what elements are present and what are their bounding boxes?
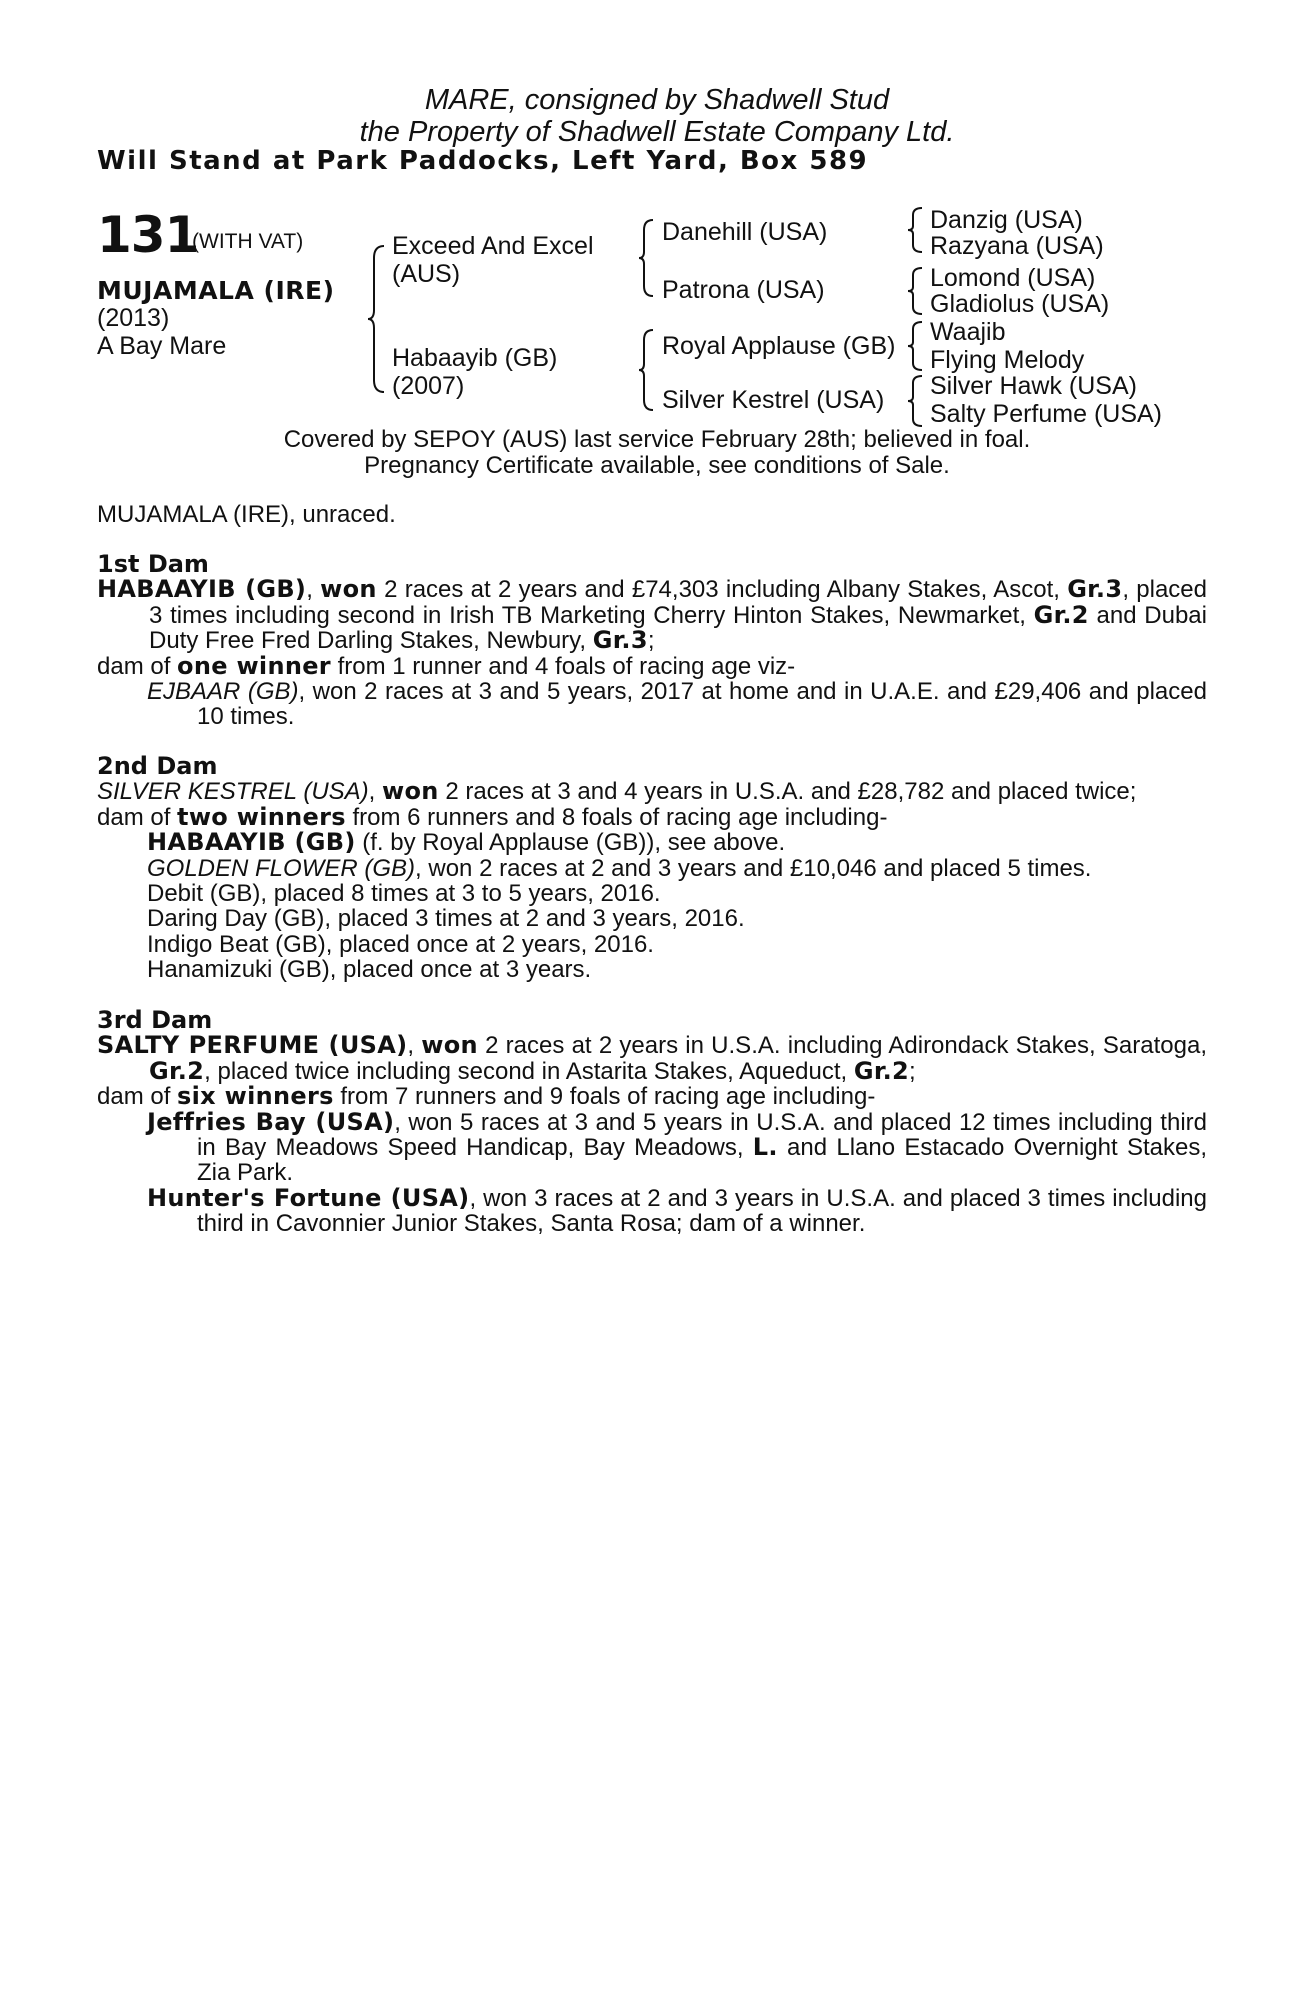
won-label: won xyxy=(320,575,377,604)
pedigree-brace-dd xyxy=(906,374,926,428)
pedigree-brace-main xyxy=(366,244,388,394)
second-dam-name: SILVER KESTREL (USA) xyxy=(97,778,369,806)
grade-label: L. xyxy=(752,1133,778,1162)
second-dam-heading: 2nd Dam xyxy=(97,752,218,780)
produce-name: Jeffries Bay (USA) xyxy=(147,1107,395,1136)
first-dam-name: HABAAYIB (GB) xyxy=(97,575,307,604)
dam-name: Habaayib (GB) xyxy=(392,344,558,372)
dam-dam-dam: Salty Perfume (USA) xyxy=(930,400,1163,428)
grade-label: Gr.3 xyxy=(1067,575,1123,604)
dam-dam-sire: Silver Hawk (USA) xyxy=(930,372,1137,400)
pregnancy-note: Pregnancy Certificate available, see conditions of Sale. xyxy=(364,452,950,479)
sire-dam: Patrona (USA) xyxy=(662,276,825,304)
first-dam-produce-summary xyxy=(97,651,1207,680)
produce-name: GOLDEN FLOWER (GB) xyxy=(147,854,416,882)
produce-record: , won 5 races at 3 and 5 years in U.S.A. and placed 12 times including third in Bay Meadows Speed Handicap, Bay Meadows, xyxy=(197,1108,1207,1162)
sire-sire: Danehill (USA) xyxy=(662,218,828,246)
won-label: won xyxy=(382,777,439,806)
produce-item xyxy=(97,856,1207,881)
record-text: , placed twice including second in Astarita Stakes, Aqueduct, xyxy=(204,1057,854,1085)
winners-count: six winners xyxy=(177,1082,334,1111)
produce-record: , won 2 races at 2 and 3 years and £10,046 and placed 5 times. xyxy=(415,854,1092,882)
property-line: the Property of Shadwell Estate Company Ltd. xyxy=(359,116,955,148)
produce-text: from 7 runners and 9 foals of racing age including- xyxy=(333,1083,876,1111)
sire-dam-dam: Gladiolus (USA) xyxy=(930,290,1110,318)
produce-record: and Llano Estacado Overnight Stakes, Zia Park. xyxy=(197,1134,1207,1187)
dam-dam: Silver Kestrel (USA) xyxy=(662,386,885,414)
foaling-year: (2013) xyxy=(97,304,170,332)
record-text: ; xyxy=(909,1057,916,1085)
pedigree-brace-sire xyxy=(637,218,657,298)
record-text: 2 races at 3 and 4 years in U.S.A. and £28,782 and placed twice; xyxy=(438,778,1137,806)
horse-description: A Bay Mare xyxy=(97,332,227,360)
grade-label: Gr.2 xyxy=(149,1056,205,1085)
racing-summary: MUJAMALA (IRE), unraced. xyxy=(97,501,396,528)
produce-record: (f. by Royal Applause (GB)), see above. xyxy=(355,829,786,857)
dam-sire: Royal Applause (GB) xyxy=(662,332,896,360)
produce-item: Hanamizuki (GB), placed once at 3 years. xyxy=(147,956,592,984)
sire-country: (AUS) xyxy=(392,260,461,288)
dam-sire-dam: Flying Melody xyxy=(930,346,1085,374)
vat-note: (WITH VAT) xyxy=(192,230,304,253)
pedigree-brace-ss xyxy=(906,206,926,254)
stand-location: Will Stand at Park Paddocks, Left Yard, Box 589 xyxy=(97,146,869,176)
produce-record: , won 2 races at 3 and 5 years, 2017 at home and in U.A.E. and £29,406 and placed 10 times. xyxy=(197,678,1207,731)
sire-dam-sire: Lomond (USA) xyxy=(930,264,1096,292)
first-dam-record: HABAAYIB (GB), won 2 races at 2 years and £74,303 including Albany Stakes, Ascot, Gr.3, placed 3 times including second in Irish TB Marketing Cherry Hinton Stakes, Newmarket, Gr.2 and Dubai Duty Free Fred Darling Stakes, Newbury, Gr.3; xyxy=(97,575,1207,655)
produce-item xyxy=(97,830,1207,855)
grade-label: Gr.2 xyxy=(853,1056,910,1085)
second-dam-section xyxy=(97,754,1207,983)
pedigree-brace-sd xyxy=(906,266,926,316)
sire-sire-sire: Danzig (USA) xyxy=(930,206,1083,234)
produce-record: , won 3 races at 2 and 3 years in U.S.A. and placed 3 times including third in Cavonnier Junior Stakes, Santa Rosa; dam of a winner. xyxy=(197,1184,1207,1238)
produce-text: dam of xyxy=(97,803,178,831)
produce-item: Indigo Beat (GB), placed once at 2 years, 2016. xyxy=(147,930,654,958)
record-text: and Dubai Duty Free Fred Darling Stakes, Newbury, xyxy=(149,601,1207,655)
third-dam-produce-summary xyxy=(97,1084,1207,1109)
third-dam-record: SALTY PERFUME (USA), won 2 races at 2 years in U.S.A. including Adirondack Stakes, Saratoga, Gr.2, placed twice including second in Astarita Stakes, Aqueduct, Gr.2; xyxy=(97,1031,1207,1085)
produce-item: Daring Day (GB), placed 3 times at 2 and 3 years, 2016. xyxy=(147,905,745,933)
record-text: , placed 3 times including second in Irish TB Marketing Cherry Hinton Stakes, Newmarket, xyxy=(149,576,1207,629)
produce-text: from 6 runners and 8 foals of racing age including- xyxy=(345,803,888,831)
grade-label: Gr.2 xyxy=(1033,600,1089,629)
sire-name: Exceed And Excel xyxy=(392,232,594,260)
produce-item xyxy=(97,1107,1207,1187)
consignor-line: MARE, consigned by Shadwell Stud xyxy=(424,84,890,116)
grade-label: Gr.3 xyxy=(592,626,648,655)
produce-name: EJBAAR (GB) xyxy=(147,678,299,706)
winners-count: one winner xyxy=(177,651,331,680)
produce-name: HABAAYIB (GB) xyxy=(147,828,356,857)
produce-text: from 1 runner and 4 foals of racing age viz- xyxy=(330,652,796,680)
dam-year: (2007) xyxy=(392,372,465,400)
record-text: 2 races at 2 years in U.S.A. including Adirondack Stakes, Saratoga, xyxy=(477,1032,1207,1060)
sire-sire-dam: Razyana (USA) xyxy=(930,232,1104,260)
first-dam-heading: 1st Dam xyxy=(97,550,209,578)
produce-item xyxy=(97,1183,1207,1238)
record-text: ; xyxy=(647,627,655,655)
dam-sire-sire: Waajib xyxy=(930,318,1006,346)
covering-note: Covered by SEPOY (AUS) last service February 28th; believed in foal. xyxy=(283,426,1031,453)
produce-item: Debit (GB), placed 8 times at 3 to 5 years, 2016. xyxy=(147,880,661,908)
produce-text: dam of xyxy=(97,1083,178,1111)
winners-count: two winners xyxy=(177,802,346,831)
lot-number: 131 xyxy=(97,206,199,264)
third-dam-heading: 3rd Dam xyxy=(97,1006,213,1034)
second-dam-record: SILVER KESTREL (USA), won 2 races at 3 and 4 years in U.S.A. and £28,782 and placed twice; xyxy=(97,777,1137,806)
produce-name: Hunter's Fortune (USA) xyxy=(147,1183,470,1212)
horse-name: MUJAMALA (IRE) xyxy=(97,276,335,305)
pedigree-brace-ds xyxy=(906,320,926,372)
produce-text: dam of xyxy=(97,652,178,680)
first-dam-section xyxy=(97,552,1207,730)
second-dam-produce-summary xyxy=(97,802,1207,831)
third-dam-name: SALTY PERFUME (USA) xyxy=(97,1031,408,1060)
pedigree-brace-dam xyxy=(637,328,657,412)
record-text: 2 races at 2 years and £74,303 including Albany Stakes, Ascot, xyxy=(376,576,1068,604)
produce-item xyxy=(97,679,1207,730)
third-dam-section xyxy=(97,1008,1207,1237)
won-label: won xyxy=(421,1031,478,1060)
